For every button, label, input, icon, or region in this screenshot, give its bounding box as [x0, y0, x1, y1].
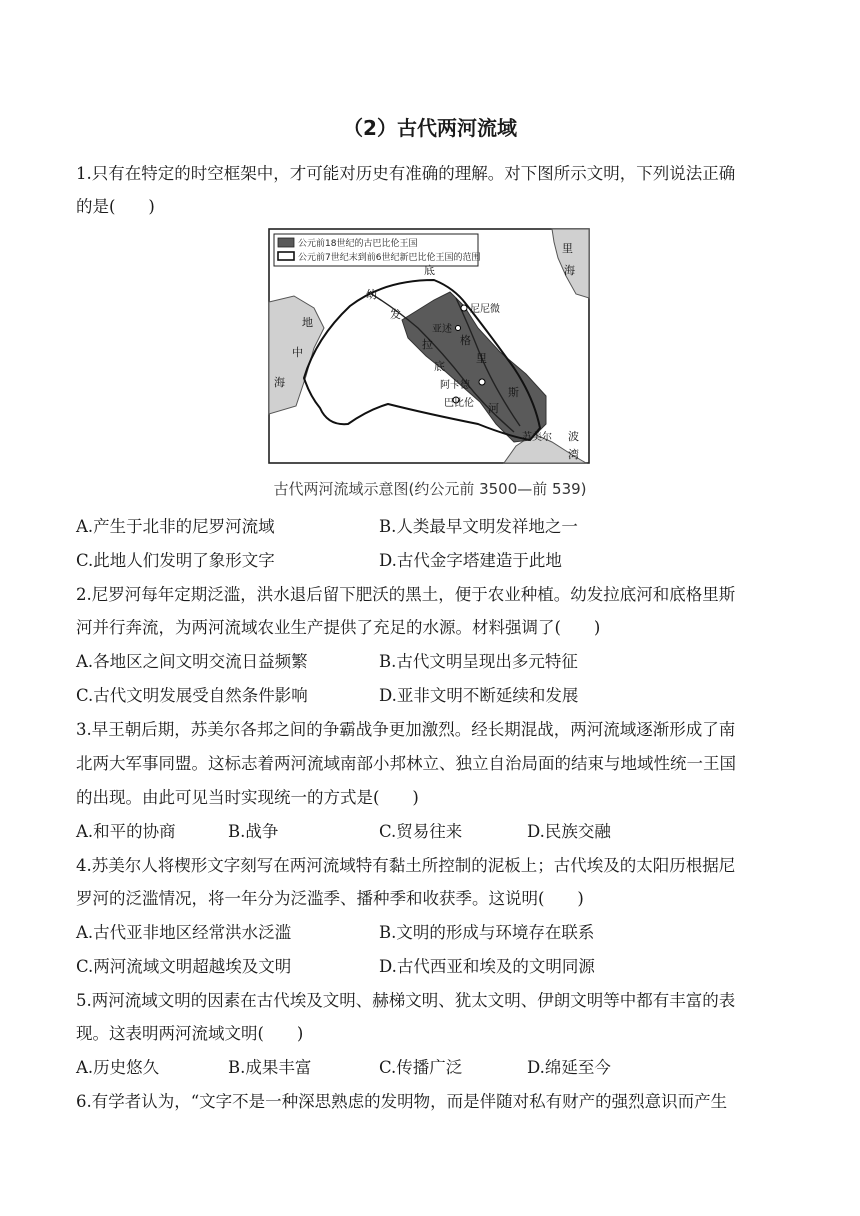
q5-option-d[interactable]: D.绵延至今 — [527, 1058, 611, 1077]
map-label-babylon: 巴比伦 — [444, 398, 474, 409]
map-label-di2: 底 — [434, 360, 445, 373]
q3-option-a[interactable]: A.和平的协商 — [76, 822, 176, 841]
q1-option-b[interactable]: B.人类最早文明发祥地之一 — [379, 517, 578, 536]
legend-neo-babylon: 公元前7世纪末到前6世纪新巴比伦王国的范围 — [298, 253, 481, 263]
question-4-text: 4.苏美尔人将楔形文字刻写在两河流域特有黏土所控制的泥板上；古代埃及的太阳历根据尼 — [76, 856, 736, 875]
q1-option-d[interactable]: D.古代金字塔建造于此地 — [379, 551, 562, 570]
question-4-text-cont: 罗河的泛滥情况，将一年分为泛滥季、播种季和收获季。这说明( ) — [76, 889, 584, 908]
map-label-med1: 地 — [302, 316, 313, 329]
map-label-ninevah: 尼尼微 — [470, 304, 500, 315]
q1-option-a[interactable]: A.产生于北非的尼罗河流域 — [76, 517, 275, 536]
two-rivers-map — [268, 228, 590, 464]
map-label-si: 斯 — [508, 386, 519, 399]
q2-option-c[interactable]: C.古代文明发展受自然条件影响 — [76, 686, 308, 705]
map-label-aka: 阿卡德 — [440, 380, 470, 391]
map-caption: 古代两河流域示意图(约公元前 3500—前 539) — [273, 480, 587, 498]
q4-option-c[interactable]: C.两河流域文明超越埃及文明 — [76, 957, 292, 976]
map-label-wan: 湾 — [568, 448, 579, 461]
q4-option-b[interactable]: B.文明的形成与环境存在联系 — [379, 923, 595, 942]
q3-option-d[interactable]: D.民族交融 — [527, 822, 611, 841]
legend-old-babylon: 公元前18世纪的古巴比伦王国 — [298, 239, 418, 249]
q5-option-b[interactable]: B.成果丰富 — [228, 1058, 312, 1077]
q1-option-c[interactable]: C.此地人们发明了象形文字 — [76, 551, 275, 570]
map-label-ge: 格 — [460, 334, 471, 347]
q2-option-b[interactable]: B.古代文明呈现出多元特征 — [379, 652, 578, 671]
question-1-text: 1.只有在特定的时空框架中，才可能对历史有准确的理解。对下图所示文明，下列说法正确 — [76, 164, 736, 183]
q3-option-c[interactable]: C.贸易往来 — [379, 822, 463, 841]
map-label-you: 幼 — [366, 288, 377, 301]
page-title: （2）古代两河流域 — [343, 116, 517, 140]
map-label-he: 河 — [488, 402, 499, 415]
q2-option-d[interactable]: D.亚非文明不断延续和发展 — [379, 686, 579, 705]
question-2-text-cont: 河并行奔流，为两河流域农业生产提供了充足的水源。材料强调了( ) — [76, 618, 601, 637]
map-label-yashu: 亚述 — [432, 324, 452, 335]
map-label-la: 拉 — [422, 338, 433, 351]
map-label-li2: 里 — [476, 352, 487, 365]
map-label-sumer: 苏美尔 — [522, 432, 552, 443]
map-label-med3: 海 — [274, 376, 285, 389]
q3-option-b[interactable]: B.战争 — [228, 822, 279, 841]
q4-option-a[interactable]: A.古代亚非地区经常洪水泛滥 — [76, 923, 292, 942]
q2-option-a[interactable]: A.各地区之间文明交流日益频繁 — [76, 652, 308, 671]
map-label-li: 里 — [562, 242, 573, 255]
q5-option-c[interactable]: C.传播广泛 — [379, 1058, 463, 1077]
question-6-text: 6.有学者认为，“文字不是一种深思熟虑的发明物，而是伴随对私有财产的强烈意识而产生 — [76, 1092, 728, 1111]
map-label-di: 底 — [424, 264, 435, 277]
q4-option-d[interactable]: D.古代西亚和埃及的文明同源 — [379, 957, 595, 976]
map-label-med2: 中 — [292, 346, 303, 359]
question-3-text-cont2: 的出现。由此可见当时实现统一的方式是( ) — [76, 788, 419, 807]
map-label-fa: 发 — [390, 308, 401, 321]
map-label-hai: 海 — [564, 264, 575, 277]
question-5-text-cont: 现。这表明两河流域文明( ) — [76, 1024, 304, 1043]
question-3-text-cont1: 北两大军事同盟。这标志着两河流域南部小邦林立、独立自治局面的结束与地域性统一王国 — [76, 754, 736, 773]
map-label-bo: 波 — [568, 430, 579, 443]
question-5-text: 5.两河流域文明的因素在古代埃及文明、赫梯文明、犹太文明、伊朗文明等中都有丰富的表 — [76, 991, 736, 1010]
question-3-text: 3.早王朝后期，苏美尔各邦之间的争霸战争更加激烈。经长期混战，两河流域逐渐形成了南 — [76, 720, 736, 739]
question-1-text-cont: 的是( ) — [76, 197, 155, 216]
q5-option-a[interactable]: A.历史悠久 — [76, 1058, 160, 1077]
question-2-text: 2.尼罗河每年定期泛滥，洪水退后留下肥沃的黑土，便于农业种植。幼发拉底河和底格里斯 — [76, 585, 736, 604]
